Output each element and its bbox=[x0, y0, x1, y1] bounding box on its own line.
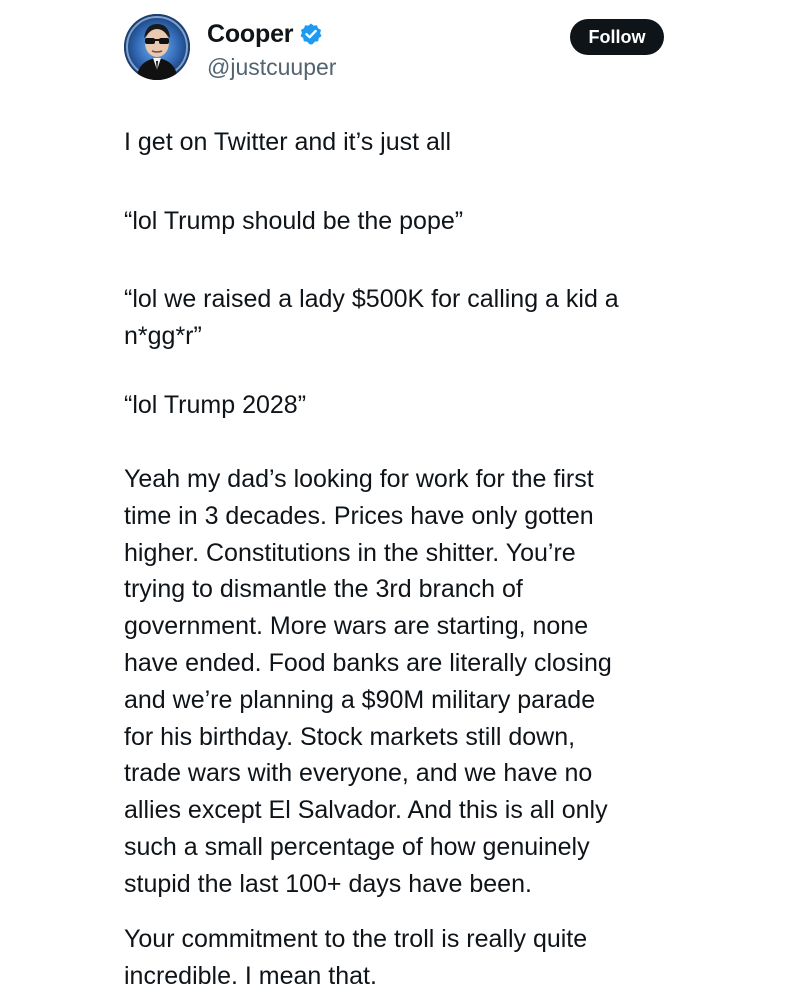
tweet-paragraph-6: Your commitment to the troll is really quite incredible. I mean that. bbox=[124, 925, 588, 990]
display-name-row bbox=[207, 18, 323, 50]
display-name[interactable]: Cooper bbox=[207, 19, 294, 48]
tweet-paragraph-3: “lol we raised a lady $500K for calling a kid a n*gg*r” bbox=[124, 285, 619, 350]
tweet-paragraph-2: “lol Trump should be the pope” bbox=[124, 207, 464, 235]
tweet-header bbox=[0, 0, 799, 110]
tweet-paragraph-5: Yeah my dad’s looking for work for the first time in 3 decades. Prices have only gotten higher. Constitutions in the shitter. You’re trying to dismantle the 3rd branch of government. More wars are starting, none have ended. Food banks are literally closing and we’re planning a $90M military parade for his birthday. Stock markets still down, trade wars with everyone, and we have no allies except El Salvador. And this is all only such a small percentage of how genuinely stupid the last 100+ days have been. bbox=[124, 465, 612, 898]
tweet-paragraph-1: I get on Twitter and it’s just all bbox=[124, 128, 452, 156]
verified-badge-icon bbox=[299, 22, 323, 46]
profile-avatar-icon bbox=[124, 14, 190, 80]
tweet-paragraph-4: “lol Trump 2028” bbox=[124, 391, 307, 419]
user-handle[interactable]: @justcuuper bbox=[207, 54, 337, 80]
profile-avatar[interactable] bbox=[124, 14, 190, 80]
follow-button[interactable]: Follow bbox=[570, 19, 664, 55]
